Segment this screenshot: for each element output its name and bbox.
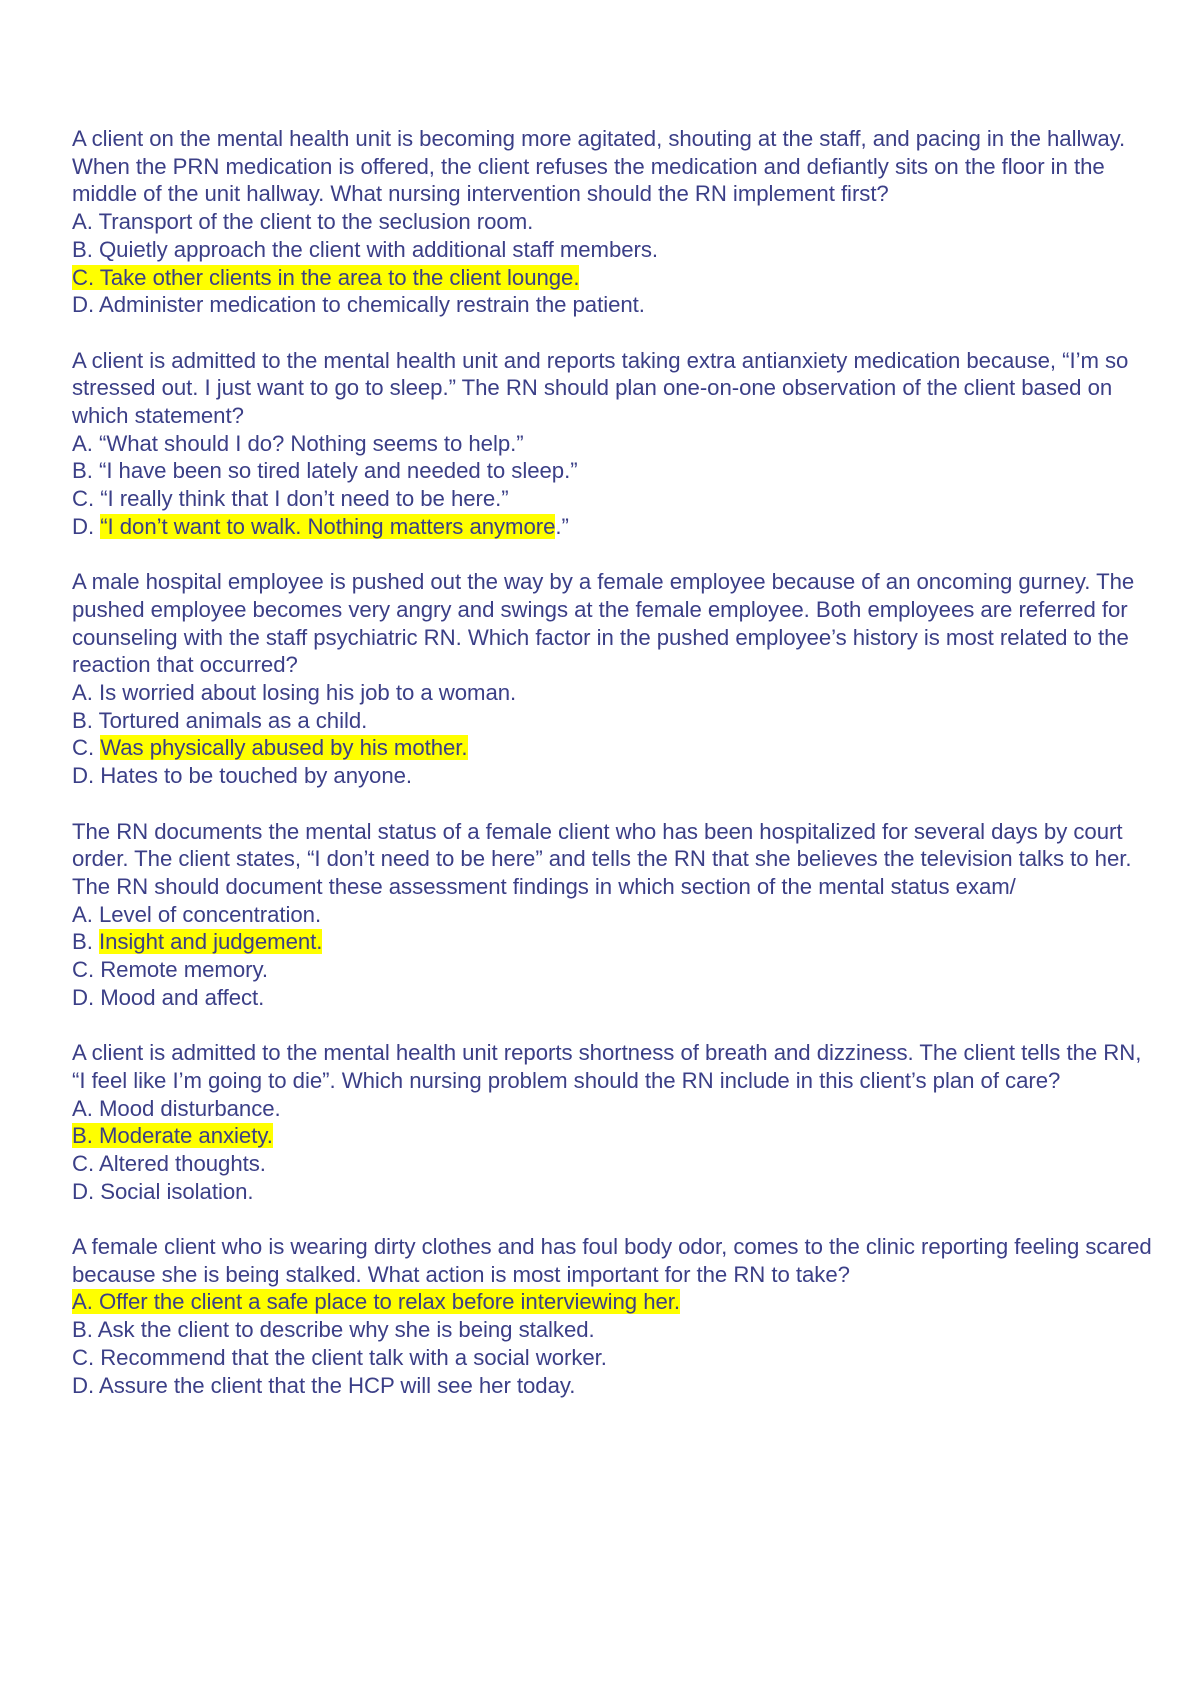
answer-option (72, 734, 1152, 762)
answer-option (72, 264, 1152, 292)
highlighted-answer: Insight and judgement. (98, 929, 323, 955)
question-list (72, 125, 1152, 1427)
question-stem: A client on the mental health unit is becoming more agitated, shouting at the staff, and pacing in the hallway. When the PRN medication is offered, the client refuses the medication and defiantly sits on the floor in the middle of the unit hallway. What nursing intervention should the RN implement first? (72, 126, 1126, 207)
answer-option (72, 1288, 1152, 1316)
answer-option (72, 956, 1152, 984)
question-stem: A client is admitted to the mental health unit reports shortness of breath and dizziness. The client tells the RN, “I feel like I’m going to die”. Which nursing problem should the RN include in this client’s plan of care? (72, 1040, 1142, 1093)
answer-option (72, 762, 1152, 790)
option-text: .” (555, 513, 569, 539)
answer-option (72, 1095, 1152, 1123)
answer-option (72, 1150, 1152, 1178)
option-text: D. Mood and affect. (72, 984, 265, 1010)
question-stem: A client is admitted to the mental health unit and reports taking extra antianxiety medication because, “I’m so stressed out. I just want to go to sleep.” The RN should plan one-on-one observation of the client based on which statement? (72, 347, 1129, 429)
option-text: C. “I really think that I don’t need to be here.” (72, 486, 509, 512)
question-block (72, 1039, 1152, 1205)
option-text: B. Quietly approach the client with additional staff members. (72, 236, 659, 262)
answer-option (72, 1316, 1152, 1344)
option-text: A. Transport of the client to the seclusion room. (72, 209, 534, 235)
option-text: B. Ask the client to describe why she is being stalked. (72, 1317, 595, 1343)
answer-option (72, 679, 1152, 707)
option-prefix: D. (72, 513, 101, 539)
option-text: A. “What should I do? Nothing seems to help.” (72, 430, 524, 456)
option-text: B. “I have been so tired lately and needed to sleep.” (72, 458, 578, 484)
answer-option (72, 1372, 1152, 1400)
option-text: D. Social isolation. (72, 1178, 254, 1204)
answer-option (72, 291, 1152, 319)
question-block (72, 568, 1152, 790)
option-prefix: C. (72, 735, 101, 761)
option-text: C. Remote memory. (72, 957, 268, 983)
option-text: C. Recommend that the client talk with a social worker. (72, 1344, 607, 1370)
answer-option (72, 236, 1152, 264)
option-text: C. Altered thoughts. (72, 1150, 266, 1176)
answer-option (72, 208, 1152, 236)
option-text: A. Level of concentration. (72, 901, 322, 927)
answer-option (72, 984, 1152, 1012)
answer-option (72, 513, 1152, 541)
answer-option (72, 901, 1152, 929)
question-stem: A female client who is wearing dirty clothes and has foul body odor, comes to the clinic reporting feeling scared because she is being stalked. What action is most important for the RN to take? (72, 1234, 1152, 1287)
option-text: D. Assure the client that the HCP will see her today. (72, 1372, 576, 1398)
question-block (72, 818, 1152, 1012)
highlighted-answer: Was physically abused by his mother. (100, 735, 468, 761)
answer-option (72, 928, 1152, 956)
question-block (72, 125, 1152, 319)
answer-option (72, 1344, 1152, 1372)
highlighted-answer: C. Take other clients in the area to the client lounge. (72, 264, 580, 290)
option-text: B. Tortured animals as a child. (72, 707, 368, 733)
highlighted-answer: “I don’t want to walk. Nothing matters anymore (100, 513, 556, 539)
question-stem: The RN documents the mental status of a female client who has been hospitalized for several days by court order. The client states, “I don’t need to be here” and tells the RN that she believes the television talks to her. The RN should document these assessment findings in which section of the mental status exam/ (72, 818, 1132, 899)
question-stem: A male hospital employee is pushed out the way by a female employee because of an oncoming gurney. The pushed employee becomes very angry and swings at the female employee. Both employees are referred for counseling with the staff psychiatric RN. Which factor in the pushed employee’s history is most related to the reaction that occurred? (72, 569, 1135, 678)
question-block (72, 347, 1152, 541)
answer-option (72, 707, 1152, 735)
answer-option (72, 1122, 1152, 1150)
option-prefix: B. (72, 929, 99, 955)
question-block (72, 1233, 1152, 1399)
option-text: A. Is worried about losing his job to a woman. (72, 680, 517, 706)
option-text: D. Administer medication to chemically restrain the patient. (72, 292, 645, 318)
highlighted-answer: A. Offer the client a safe place to relax before interviewing her. (72, 1289, 681, 1315)
answer-option (72, 430, 1152, 458)
option-text: A. Mood disturbance. (72, 1095, 281, 1121)
highlighted-answer: B. Moderate anxiety. (72, 1123, 273, 1149)
answer-option (72, 485, 1152, 513)
option-text: D. Hates to be touched by anyone. (72, 763, 413, 789)
answer-option (72, 1178, 1152, 1206)
answer-option (72, 457, 1152, 485)
